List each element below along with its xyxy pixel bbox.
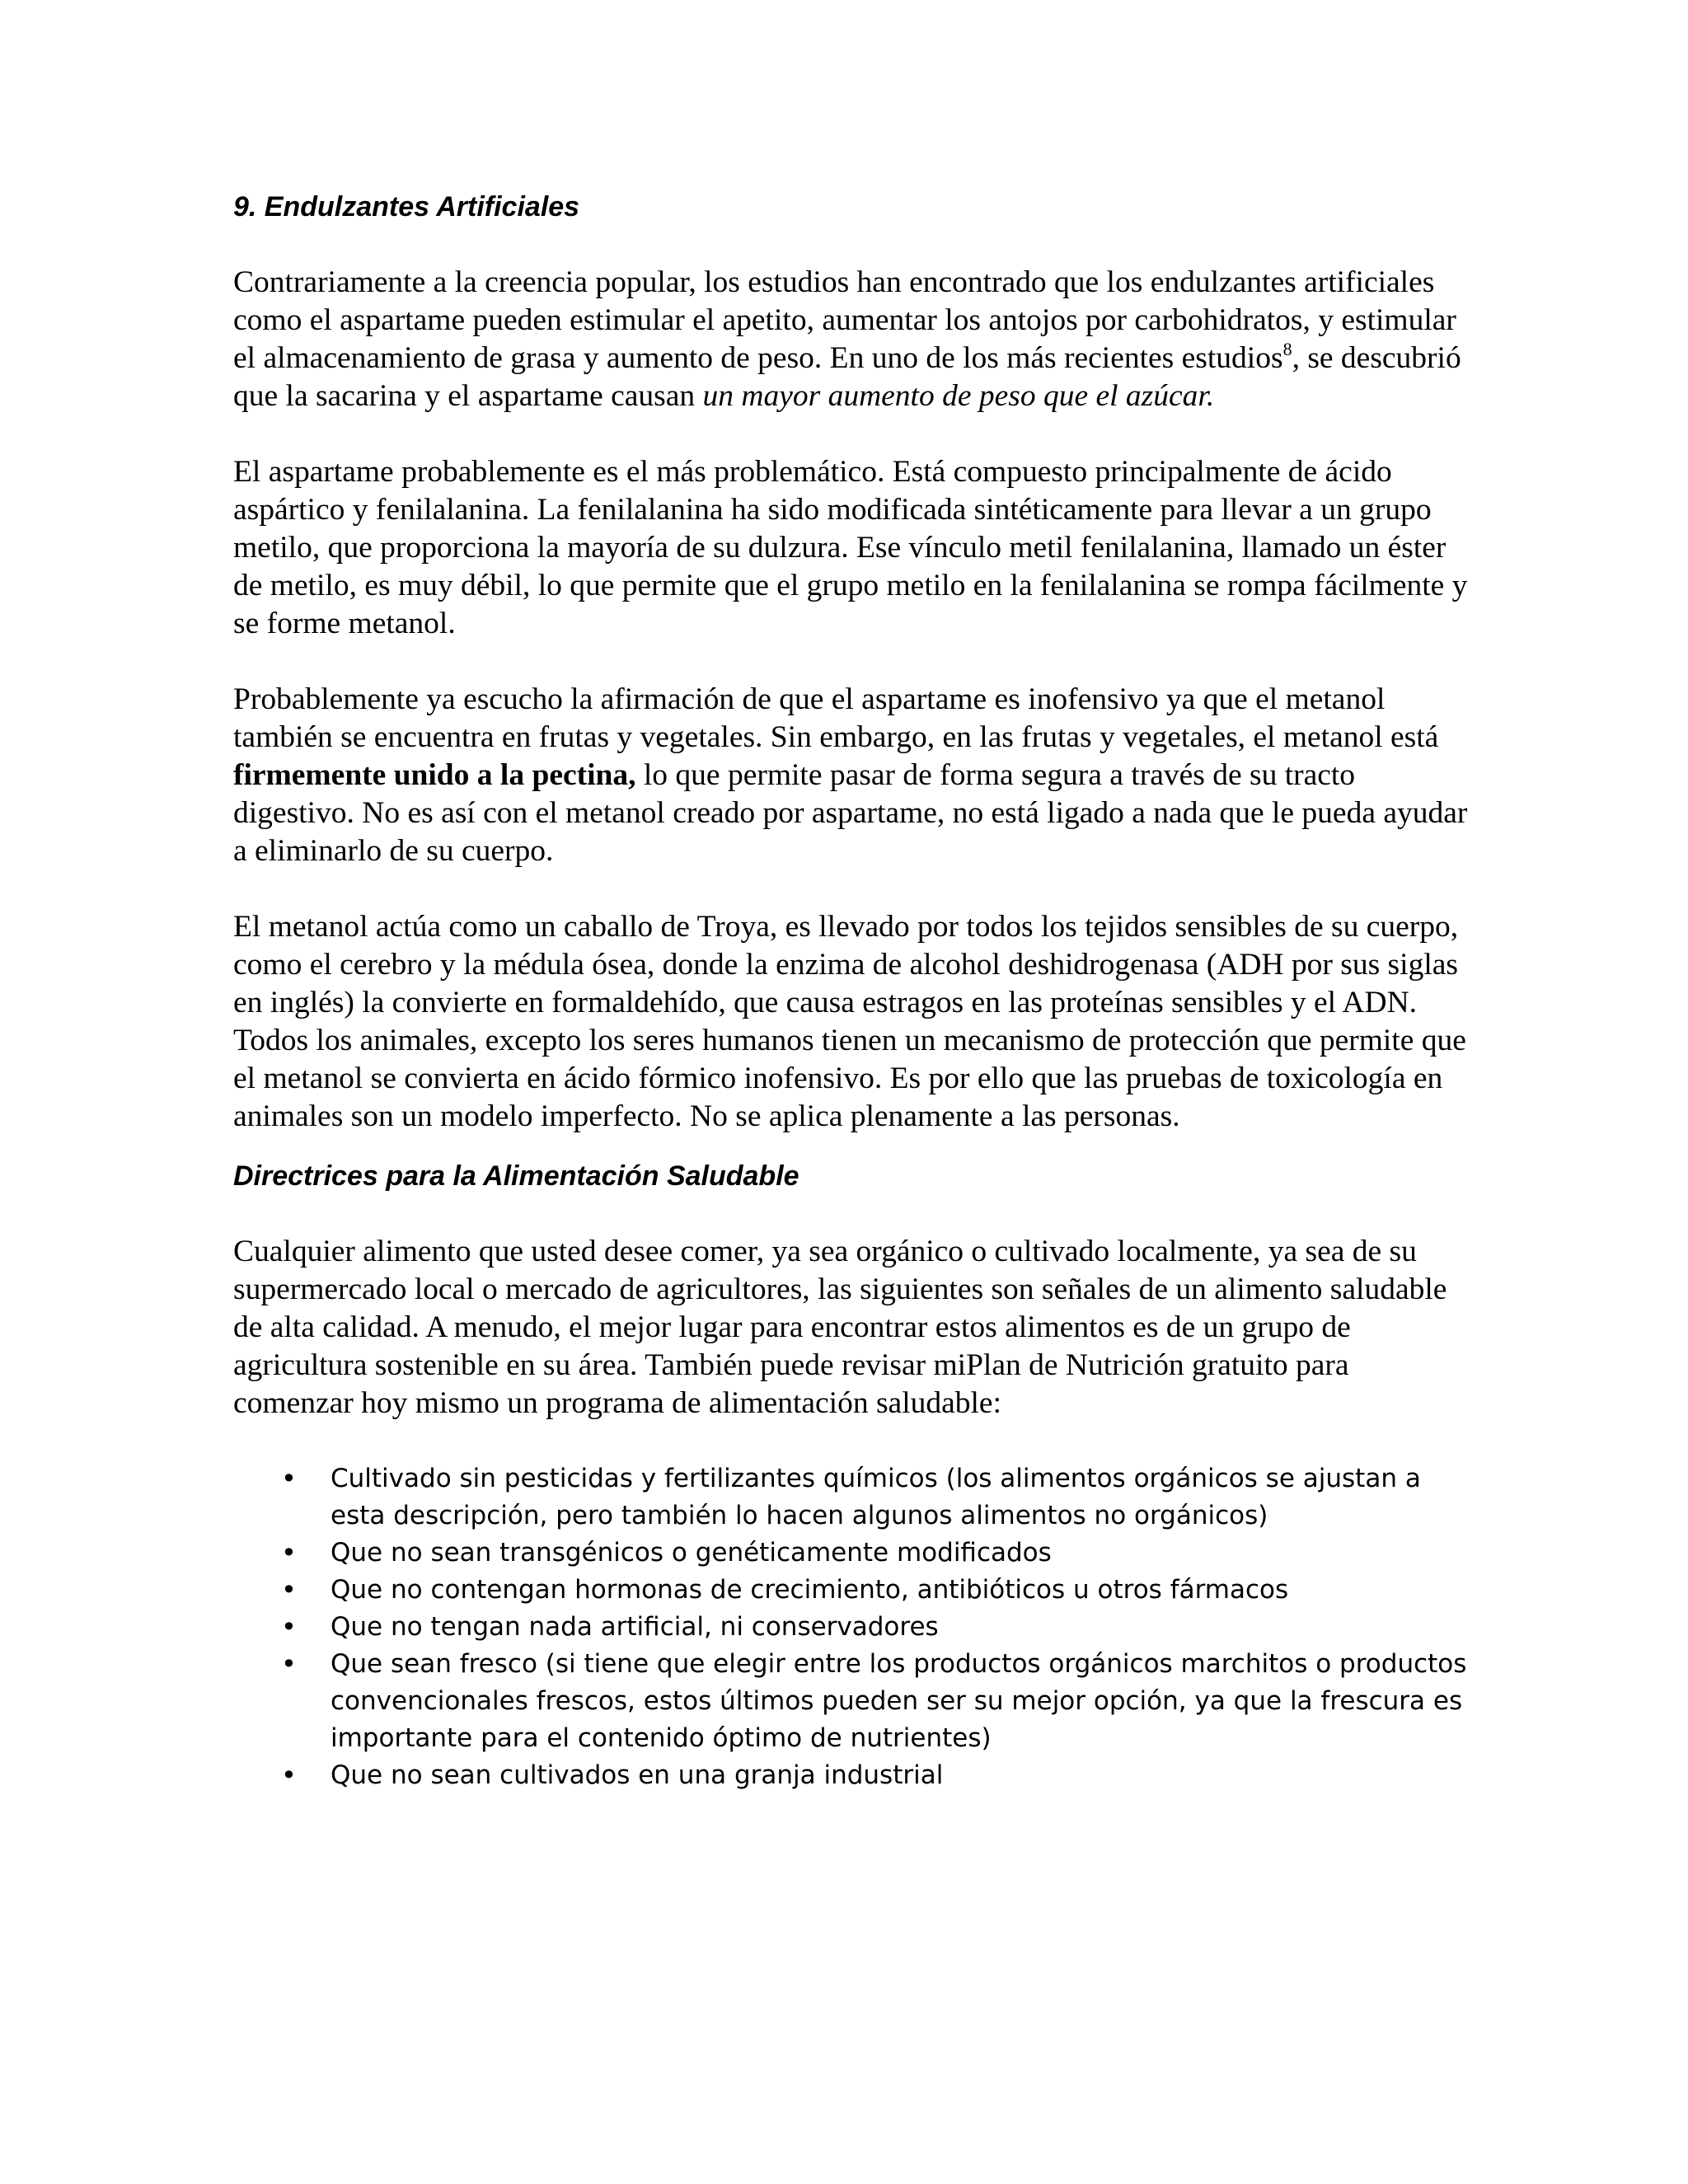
section-heading-artificial-sweeteners: 9. Endulzantes Artificiales (233, 191, 580, 223)
bullet-icon: • (281, 1574, 297, 1605)
list-item-text: Que no sean transgénicos o genéticamente modificados (331, 1538, 1052, 1568)
bullet-icon: • (281, 1537, 297, 1568)
healthy-food-bullet-list (233, 1460, 1470, 1794)
paragraph-appetite-studies (233, 264, 1470, 415)
list-item (233, 1757, 1470, 1794)
list-item-text: Cultivado sin pesticidas y fertilizantes químicos (los alimentos orgánicos se ajustan a esta descripción, pero también lo hacen algunos alimentos no orgánicos) (331, 1464, 1421, 1530)
paragraph-text: lo que permite pasar de forma segura a través de su tracto digestivo. No es así con el metanol creado por aspartame, no está ligado a nada que le pueda ayudar a eliminarlo de su cuerpo. (233, 758, 1468, 868)
document-page (233, 188, 1470, 1794)
paragraph-text: Probablemente ya escucho la afirmación de que el aspartame es inofensivo ya que el metanol también se encuentra en frutas y vegetales. Sin embargo, en las frutas y vegetales, el metanol está (233, 682, 1439, 754)
paragraph-trojan-horse: El metanol actúa como un caballo de Troya, es llevado por todos los tejidos sensibles de su cuerpo, como el cerebro y la médula ósea, donde la enzima de alcohol deshidrogenasa (ADH por sus siglas en inglés) la convierte en formaldehído, que causa estragos en las proteínas sensibles y el ADN. Todos los animales, excepto los seres humanos tienen un mecanismo de protección que permite que el metanol se convierta en ácido fórmico inofensivo. Es por ello que las pruebas de toxicología en animales son un modelo imperfecto. No se aplica plenamente a las personas. (233, 910, 1466, 1133)
list-item (233, 1535, 1470, 1572)
list-item (233, 1646, 1470, 1757)
bullet-icon: • (281, 1760, 297, 1791)
list-item-text: Que no tengan nada artificial, ni conservadores (331, 1612, 939, 1642)
paragraph-text: , se descubrió que la sacarina y el aspartame causan (233, 341, 1461, 413)
list-item-text: Que no sean cultivados en una granja industrial (331, 1760, 944, 1790)
list-item-text: Que sean fresco (si tiene que elegir entre los productos orgánicos marchitos o productos convencionales frescos, estos últimos pueden ser su mejor opción, ya que la frescura es importante para el contenido óptimo de nutrientes) (331, 1649, 1467, 1753)
paragraph-aspartame-composition: El aspartame probablemente es el más problemático. Está compuesto principalmente de ácido aspártico y fenilalanina. La fenilalanina ha sido modificada sintéticamente para llevar a un grupo metilo, que proporciona la mayoría de su dulzura. Ese vínculo metil fenilalanina, llamado un éster de metilo, es muy débil, lo que permite que el grupo metilo en la fenilalanina se rompa fácilmente y se forme metanol. (233, 455, 1468, 640)
emphasis-text: un mayor aumento de peso que el azúcar. (702, 379, 1215, 413)
section-heading-healthy-eating: Directrices para la Alimentación Saludable (233, 1160, 799, 1192)
list-item (233, 1572, 1470, 1609)
paragraph-methanol-pectin (233, 681, 1470, 870)
list-item (233, 1460, 1470, 1535)
bullet-icon: • (281, 1648, 297, 1680)
paragraph-text: Contrariamente a la creencia popular, los estudios han encontrado que los endulzantes artificiales como el aspartame pueden estimular el apetito, aumentar los antojos por carbohidratos, y estimular el almacenamiento de grasa y aumento de peso. En uno de los más recientes estudios (233, 265, 1456, 375)
bold-text: firmemente unido a la pectina, (233, 758, 636, 792)
list-item-text: Que no contengan hormonas de crecimiento, antibióticos u otros fármacos (331, 1575, 1289, 1605)
list-item (233, 1609, 1470, 1646)
bullet-icon: • (281, 1463, 297, 1494)
bullet-icon: • (281, 1611, 297, 1643)
footnote-reference: 8 (1282, 339, 1292, 359)
paragraph-healthy-food-signs: Cualquier alimento que usted desee comer, ya sea orgánico o cultivado localmente, ya sea de su supermercado local o mercado de agricultores, las siguientes son señales de un alimento saludable de alta calidad. A menudo, el mejor lugar para encontrar estos alimentos es de un grupo de agricultura sostenible en su área. También puede revisar miPlan de Nutrición gratuito para comenzar hoy mismo un programa de alimentación saludable: (233, 1235, 1447, 1420)
